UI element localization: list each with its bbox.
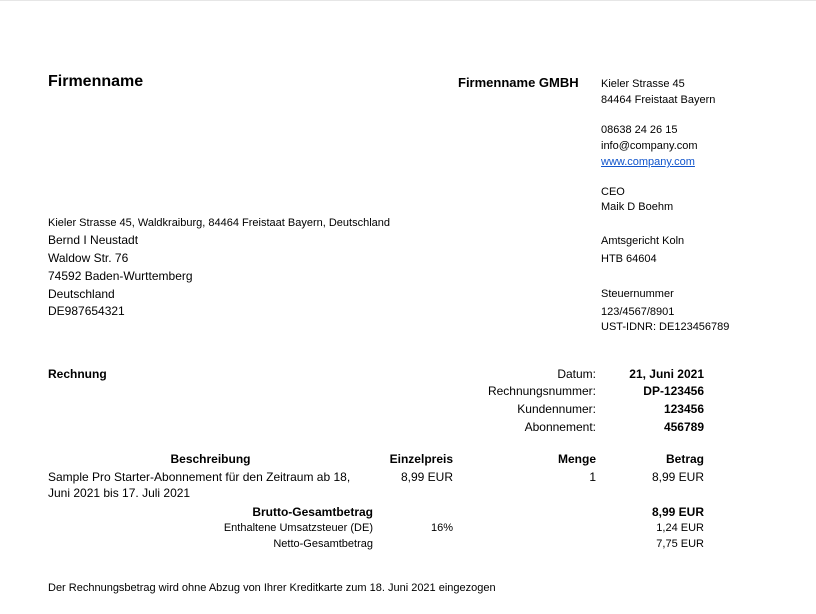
tax-rate: 16% <box>430 522 453 534</box>
gross-total-value: 8,99 EUR <box>651 505 704 519</box>
sender-line: Kieler Strasse 45, Waldkraiburg, 84464 Freistaat Bayern, Deutschland <box>48 217 390 229</box>
page-top-border <box>0 0 816 1</box>
tax-number: 123/4567/8901 <box>601 306 675 318</box>
meta-value-invoice-number: DP-123456 <box>643 384 704 398</box>
meta-value-customer-number: 123456 <box>663 402 704 416</box>
company-name: Firmenname GMBH <box>458 75 579 90</box>
meta-value-date: 21, Juni 2021 <box>629 367 704 381</box>
recipient-street: Waldow Str. 76 <box>48 251 129 265</box>
row-description: Sample Pro Starter-Abonnement für den Zeitraum ab 18, Juni 2021 bis 17. Juli 2021 <box>48 470 351 500</box>
tax-value: 1,24 EUR <box>656 522 704 534</box>
net-total-value: 7,75 EUR <box>656 538 704 550</box>
meta-value-subscription: 456789 <box>663 420 704 434</box>
invoice-title: Rechnung <box>48 367 107 381</box>
header-quantity: Menge <box>557 452 596 466</box>
company-website-link[interactable]: www.company.com <box>601 156 695 168</box>
company-city: 84464 Freistaat Bayern <box>601 94 716 106</box>
header-unit-price: Einzelpreis <box>389 452 453 466</box>
recipient-city: 74592 Baden-Wurttemberg <box>48 269 193 283</box>
meta-label-customer-number: Kundennumer: <box>517 402 596 416</box>
court-name: Amtsgericht Koln <box>601 235 685 247</box>
row-quantity: 1 <box>589 470 596 484</box>
ceo-name: Maik D Boehm <box>601 201 674 213</box>
row-amount: 8,99 EUR <box>651 470 704 484</box>
company-phone: 08638 24 26 15 <box>601 124 678 136</box>
recipient-country: Deutschland <box>48 287 115 301</box>
row-unit-price: 8,99 EUR <box>400 470 453 484</box>
recipient-name: Bernd I Neustadt <box>48 233 139 247</box>
footer-note: Der Rechnungsbetrag wird ohne Abzug von Ihrer Kreditkarte zum 18. Juni 2021 eingezogen <box>48 582 496 594</box>
company-logo-text: Firmenname <box>48 73 144 90</box>
gross-total-label: Brutto-Gesamtbetrag <box>252 505 373 519</box>
tax-label: Steuernummer <box>601 288 674 300</box>
ceo-label: CEO <box>601 186 625 198</box>
vat-id: UST-IDNR: DE123456789 <box>601 321 730 333</box>
register-number: HTB 64604 <box>601 253 657 265</box>
header-amount: Betrag <box>665 452 704 466</box>
company-street: Kieler Strasse 45 <box>601 78 685 90</box>
tax-included-label: Enthaltene Umsatzsteuer (DE) <box>223 522 373 534</box>
recipient-vat: DE987654321 <box>48 304 125 318</box>
header-description: Beschreibung <box>170 452 251 466</box>
meta-label-invoice-number: Rechnungsnummer: <box>487 384 596 398</box>
net-total-label: Netto-Gesamtbetrag <box>273 538 373 550</box>
company-email: info@company.com <box>601 140 698 152</box>
meta-label-subscription: Abonnement: <box>524 420 596 434</box>
meta-label-date: Datum: <box>557 367 596 381</box>
